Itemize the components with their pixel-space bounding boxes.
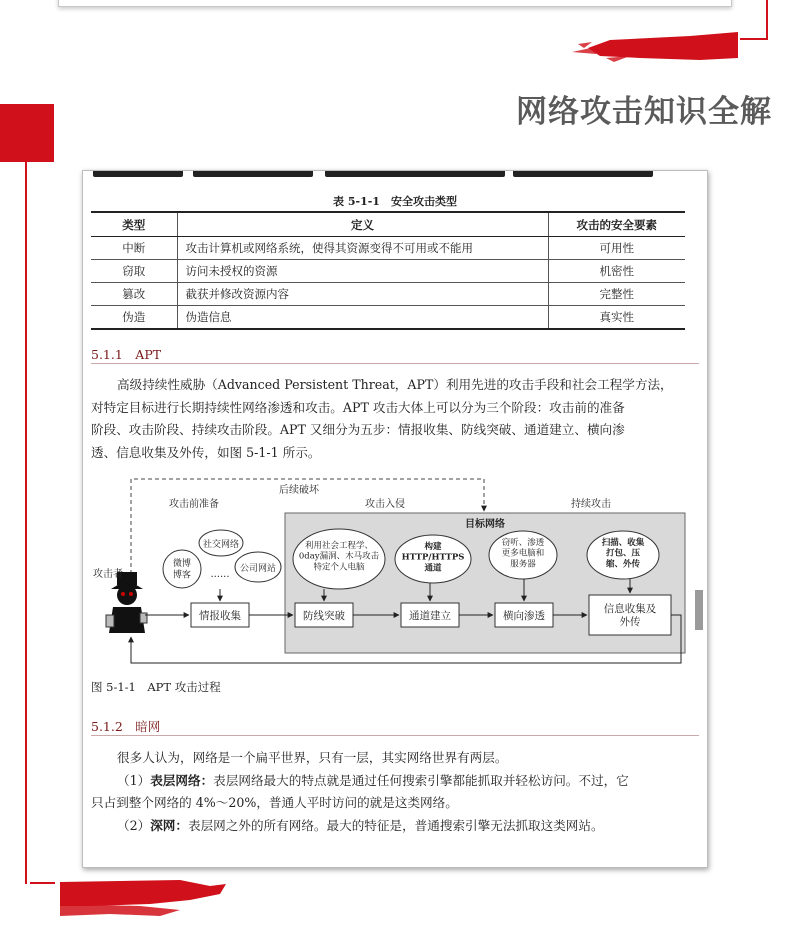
text-line: 外传 [619,616,641,629]
text-line: 博客 [172,570,192,581]
step2-label: 防线突破 [303,610,345,622]
phase-prepare-label: 攻击前准备 [169,499,219,510]
text-line: 微博 [172,559,192,569]
section-heading-apt [91,345,161,363]
table-row [91,237,685,260]
text-line: 构建 [424,542,442,552]
table-cell: 完整性 [548,283,685,306]
bold-term: 表层网络： [150,772,214,788]
decor-brush-top [570,18,740,64]
phase-intrusion-label: 攻击入侵 [365,499,405,510]
cloud4-label [602,537,645,569]
bubble-weibo-label [173,557,191,580]
paragraph-line: 对特定目标进行长期持续性网络渗透和攻击。APT 攻击大体上可以分为三个阶段：攻击前的准备 [91,399,625,415]
item-prefix: （2） [117,817,151,833]
step3-label: 通道建立 [409,610,451,622]
cut-off-text [93,170,653,177]
table-cell: 可用性 [548,237,685,260]
bubble-company-label: 公司网站 [239,564,277,574]
bubble-social-label: 社交网络 [202,540,240,550]
decor-red-line [766,0,768,40]
decor-red-line [25,162,27,884]
page-title: 网络攻击知识全解 [516,94,772,130]
bubble-dots: ...... [210,569,230,580]
table-row [91,260,685,283]
paragraph-line: 只占到整个网络的 4%～20%，普通人平时访问的就是这类网络。 [91,795,458,810]
text-line: 0day漏洞、木马攻击 [298,551,380,562]
table-cell: 真实性 [548,306,685,330]
paragraph-line: 很多人认为，网络是一个扁平世界，只有一层，其实网络世界有两层。 [117,750,508,765]
item-prefix: （1） [117,772,151,788]
scrollbar-thumb[interactable] [695,590,703,630]
table-header: 攻击的安全要素 [548,212,685,237]
text-line: 扫描、收集 [601,538,645,548]
text-line: 缩、外传 [605,559,641,570]
attacker-label: 攻击者 [93,569,123,580]
bubble-weibo [163,550,201,588]
step1-label: 情报收集 [199,610,241,622]
apt-diagram [83,477,707,677]
table-row [91,306,685,330]
table-header: 类型 [91,212,177,237]
apt-paragraph [91,374,691,464]
text-line: 服务器 [510,559,536,570]
bold-term: 深网： [150,817,188,833]
text-line: 特定个人电脑 [313,562,365,573]
decor-red-line [740,38,768,40]
section-rule [91,363,699,364]
text-line: HTTP/HTTPS [401,552,465,563]
paragraph-line: 透、信息收集及外传，如图 5-1-1 所示。 [91,444,321,460]
paragraph-line: 高级持续性威胁（Advanced Persistent Threat，APT）利用先进的攻击手段和社会工程学方法， [117,377,673,392]
table-cell: 访问未授权的资源 [177,260,548,283]
table-header: 定义 [177,212,548,237]
table-caption: 表 5-1-1 安全攻击类型 [333,195,457,208]
darknet-paragraph [91,747,691,837]
table-cell: 机密性 [548,260,685,283]
text-line: 打包、压 [605,548,641,559]
item-text: 表层网络最大的特点就是通过任何搜索引擎都能抓取并轻松访问。不过，它 [213,772,629,788]
text-line: 信息收集及 [603,603,657,615]
decor-red-block [0,104,54,162]
attack-type-table [91,211,685,330]
text-line: 通道 [424,563,442,574]
section-rule [91,735,699,736]
section-heading-text: 5.1.2 暗网 [91,719,161,734]
figure-caption: 图 5-1-1 APT 攻击过程 [91,680,221,694]
table-cell: 伪造信息 [177,306,548,330]
text-line: 利用社会工程学、 [304,541,374,551]
table-cell: 中断 [91,237,177,260]
previous-page-edge [58,0,732,7]
section-heading-darknet [91,717,160,735]
phase-persist-label: 持续攻击 [571,499,611,510]
step4-label: 横向渗透 [503,610,545,622]
paragraph-line: 阶段、攻击阶段、持续攻击阶段。APT 又细分为五步：情报收集、防线突破、通道建立、横向渗 [91,422,625,437]
phase-followup-label: 后续破坏 [279,485,319,496]
paragraph-line [91,770,691,793]
decor-brush-bottom [30,876,230,922]
table-cell: 窃取 [91,260,177,283]
table-cell: 伪造 [91,306,177,330]
attacker-icon [106,572,147,633]
table-cell: 截获并修改资源内容 [177,283,548,306]
table-cell: 篡改 [91,283,177,306]
book-page [82,170,708,868]
target-network-label: 目标网络 [465,519,505,530]
text-line: 窃听、渗透 [501,538,545,548]
table-cell: 攻击计算机或网络系统，使得其资源变得不可用或不能用 [177,237,548,260]
item-text: 表层网之外的所有网络。最大的特征是，普通搜索引擎无法抓取这类网站。 [187,817,604,833]
section-heading-text: 5.1.1 APT [91,347,162,362]
table-row [91,283,685,306]
text-line: 更多电脑和 [501,548,545,559]
step-exfiltrate [589,595,671,635]
paragraph-line [91,815,691,838]
